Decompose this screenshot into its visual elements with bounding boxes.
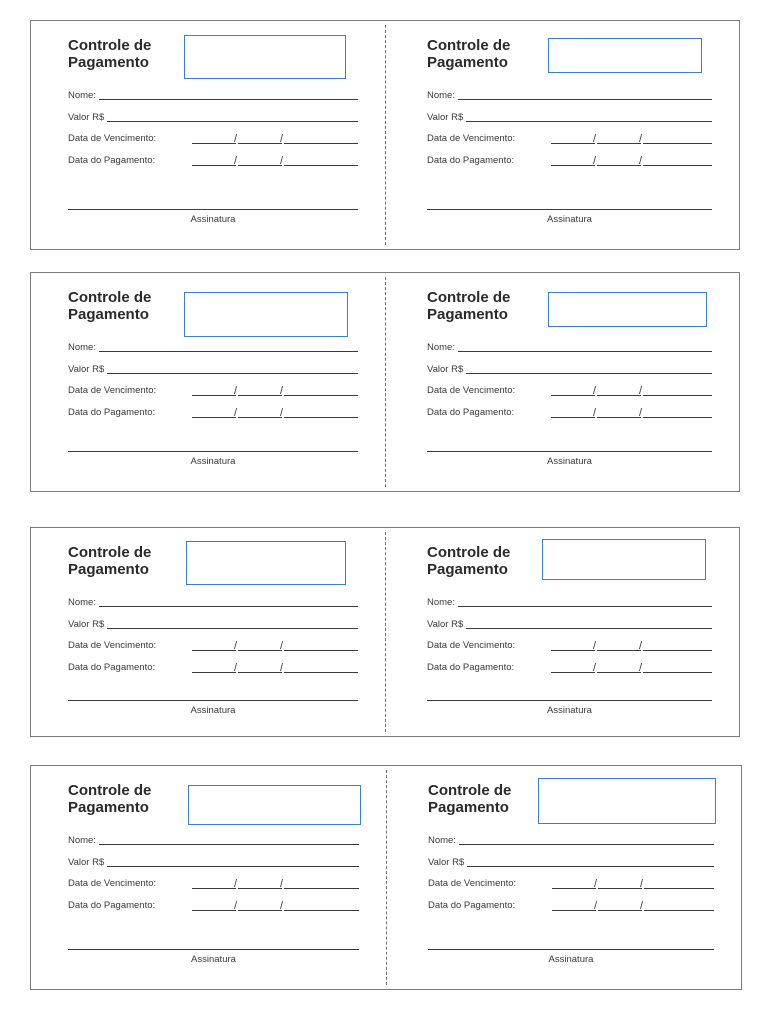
name-label: Nome: (68, 90, 96, 101)
stub-title (68, 782, 151, 816)
payment-stub-sheet (30, 20, 740, 250)
date-segment (643, 395, 712, 396)
signature-line[interactable] (428, 949, 714, 950)
name-fill-line (99, 351, 358, 352)
due-date-label: Data de Vencimento: (68, 385, 157, 396)
date-slash: / (639, 640, 643, 652)
date-segment (551, 672, 595, 673)
date-segment (643, 650, 712, 651)
date-segment (192, 910, 236, 911)
name-fill-line (458, 351, 712, 352)
date-segment (551, 417, 595, 418)
date-slash: / (234, 878, 238, 890)
date-slash: / (639, 407, 643, 419)
due-date-field[interactable] (68, 383, 358, 397)
name-field[interactable] (427, 87, 712, 101)
date-segment (192, 395, 236, 396)
name-label: Nome: (428, 835, 456, 846)
stamp-box[interactable] (548, 38, 702, 73)
date-slash: / (593, 640, 597, 652)
payment-date-label: Data do Pagamento: (68, 407, 156, 418)
date-slash: / (593, 662, 597, 674)
date-slash: / (640, 900, 644, 912)
date-segment (644, 888, 714, 889)
value-label: Valor R$ (427, 619, 464, 630)
signature-line[interactable] (68, 451, 358, 452)
payment-date-field[interactable] (68, 660, 358, 674)
value-fill-line (467, 866, 714, 867)
stamp-box[interactable] (184, 35, 346, 79)
payment-stub-left (31, 766, 386, 989)
signature-label: Assinatura (190, 214, 236, 225)
signature-label: Assinatura (547, 456, 592, 467)
signature-label: Assinatura (548, 954, 594, 965)
date-slash: / (280, 407, 284, 419)
due-date-label: Data de Vencimento: (427, 640, 516, 651)
payment-stub-sheet (30, 527, 740, 737)
name-field[interactable] (68, 594, 358, 608)
stub-title-line1: Controle de (427, 544, 511, 561)
due-date-label: Data de Vencimento: (68, 878, 157, 889)
date-segment (238, 910, 282, 911)
payment-date-label: Data do Pagamento: (68, 662, 156, 673)
date-segment (551, 650, 595, 651)
due-date-field[interactable] (428, 876, 714, 890)
value-fill-line (107, 121, 358, 122)
stub-title-line2: Pagamento (68, 306, 149, 323)
payment-date-field[interactable] (427, 153, 712, 167)
name-fill-line (99, 606, 358, 607)
payment-stub-left (31, 273, 385, 491)
name-label: Nome: (427, 597, 455, 608)
signature-label: Assinatura (547, 214, 592, 225)
value-field[interactable] (427, 361, 712, 375)
value-field[interactable] (68, 616, 358, 630)
value-label: Valor R$ (428, 857, 465, 868)
date-slash: / (639, 155, 643, 167)
date-slash: / (280, 640, 284, 652)
payment-date-field[interactable] (68, 898, 359, 912)
date-slash: / (280, 900, 284, 912)
date-segment (552, 910, 596, 911)
payment-date-field[interactable] (428, 898, 714, 912)
date-slash: / (280, 133, 284, 145)
date-segment (238, 672, 282, 673)
signature-line[interactable] (427, 700, 712, 701)
date-segment (643, 672, 712, 673)
payment-stub-right (385, 273, 739, 491)
payment-stub-sheet (30, 272, 740, 492)
date-segment (192, 672, 236, 673)
due-date-field[interactable] (68, 131, 358, 145)
name-label: Nome: (68, 835, 96, 846)
date-segment (597, 395, 641, 396)
date-slash: / (639, 133, 643, 145)
date-segment (551, 165, 595, 166)
date-segment (284, 395, 358, 396)
payment-date-label: Data do Pagamento: (428, 900, 516, 911)
due-date-field[interactable] (68, 876, 359, 890)
payment-stub-right (386, 766, 741, 989)
payment-date-field[interactable] (68, 405, 358, 419)
stub-title-line1: Controle de (428, 782, 512, 799)
date-slash: / (234, 385, 238, 397)
payment-stub-right (385, 528, 739, 736)
value-fill-line (466, 373, 712, 374)
stub-title-line2: Pagamento (68, 54, 149, 71)
stub-title (428, 782, 511, 816)
date-segment (597, 672, 641, 673)
name-field[interactable] (427, 594, 712, 608)
date-segment (284, 910, 359, 911)
date-segment (597, 165, 641, 166)
stub-title (427, 289, 510, 323)
name-label: Nome: (427, 342, 455, 353)
value-label: Valor R$ (68, 364, 105, 375)
payment-stub-left (31, 528, 385, 736)
date-slash: / (593, 155, 597, 167)
payment-date-label: Data do Pagamento: (427, 155, 515, 166)
signature-line[interactable] (427, 209, 712, 210)
date-slash: / (593, 385, 597, 397)
date-segment (238, 417, 282, 418)
signature-line[interactable] (68, 209, 358, 210)
date-segment (597, 417, 641, 418)
date-segment (644, 910, 714, 911)
date-segment (238, 888, 282, 889)
stub-title-line2: Pagamento (428, 799, 509, 816)
value-label: Valor R$ (427, 364, 464, 375)
payment-date-label: Data do Pagamento: (68, 900, 156, 911)
name-field[interactable] (68, 832, 359, 846)
date-slash: / (639, 385, 643, 397)
value-label: Valor R$ (68, 857, 105, 868)
value-label: Valor R$ (68, 619, 105, 630)
due-date-field[interactable] (427, 383, 712, 397)
date-slash: / (639, 662, 643, 674)
stamp-box[interactable] (538, 778, 716, 824)
stub-title-line2: Pagamento (68, 561, 149, 578)
stub-title (427, 544, 510, 578)
signature-label: Assinatura (191, 954, 236, 965)
date-slash: / (594, 878, 598, 890)
date-slash: / (280, 155, 284, 167)
payment-date-field[interactable] (68, 153, 358, 167)
name-label: Nome: (68, 597, 96, 608)
stamp-box[interactable] (548, 292, 707, 327)
value-fill-line (466, 628, 712, 629)
stamp-box[interactable] (184, 292, 348, 337)
stub-title-line2: Pagamento (427, 561, 508, 578)
payment-date-field[interactable] (427, 660, 712, 674)
date-segment (284, 888, 359, 889)
date-segment (192, 650, 236, 651)
name-field[interactable] (68, 339, 358, 353)
value-label: Valor R$ (68, 112, 105, 123)
date-segment (552, 888, 596, 889)
date-slash: / (234, 662, 238, 674)
value-label: Valor R$ (427, 112, 464, 123)
name-label: Nome: (68, 342, 96, 353)
stub-title-line2: Pagamento (68, 799, 149, 816)
stub-title-line1: Controle de (427, 37, 511, 54)
signature-line[interactable] (68, 700, 358, 701)
date-segment (597, 143, 641, 144)
date-segment (238, 395, 282, 396)
date-slash: / (234, 155, 238, 167)
payment-date-label: Data do Pagamento: (427, 407, 515, 418)
name-label: Nome: (427, 90, 455, 101)
stub-title-line1: Controle de (68, 544, 152, 561)
date-segment (284, 650, 358, 651)
value-field[interactable] (68, 854, 359, 868)
stamp-box[interactable] (186, 541, 346, 585)
date-segment (643, 143, 712, 144)
date-segment (643, 165, 712, 166)
date-segment (643, 417, 712, 418)
value-field[interactable] (427, 109, 712, 123)
date-slash: / (593, 407, 597, 419)
payment-date-label: Data do Pagamento: (427, 662, 515, 673)
stamp-box[interactable] (188, 785, 361, 825)
date-segment (597, 650, 641, 651)
signature-label: Assinatura (190, 705, 236, 716)
date-segment (551, 395, 595, 396)
payment-stub-right (385, 21, 739, 249)
due-date-field[interactable] (68, 638, 358, 652)
stub-title (68, 289, 151, 323)
stamp-box[interactable] (542, 539, 706, 580)
signature-line[interactable] (68, 949, 359, 950)
name-fill-line (99, 844, 359, 845)
payment-stub-sheet (30, 765, 742, 990)
value-field[interactable] (428, 854, 714, 868)
stub-title (68, 37, 151, 71)
date-segment (238, 165, 282, 166)
value-fill-line (107, 373, 358, 374)
date-slash: / (640, 878, 644, 890)
date-segment (192, 165, 236, 166)
date-segment (192, 143, 236, 144)
payment-date-field[interactable] (427, 405, 712, 419)
date-slash: / (280, 878, 284, 890)
due-date-label: Data de Vencimento: (68, 133, 157, 144)
due-date-label: Data de Vencimento: (427, 133, 516, 144)
date-segment (238, 650, 282, 651)
name-fill-line (99, 99, 358, 100)
stub-title-line1: Controle de (427, 289, 511, 306)
date-segment (284, 143, 358, 144)
due-date-label: Data de Vencimento: (428, 878, 517, 889)
stub-title (427, 37, 510, 71)
date-segment (284, 417, 358, 418)
value-fill-line (107, 866, 359, 867)
signature-label: Assinatura (190, 456, 236, 467)
date-segment (551, 143, 595, 144)
date-slash: / (234, 900, 238, 912)
name-fill-line (458, 606, 712, 607)
date-slash: / (280, 662, 284, 674)
date-segment (284, 672, 358, 673)
due-date-label: Data de Vencimento: (427, 385, 516, 396)
name-fill-line (459, 844, 714, 845)
value-fill-line (107, 628, 358, 629)
due-date-field[interactable] (427, 638, 712, 652)
date-segment (192, 417, 236, 418)
date-slash: / (593, 133, 597, 145)
value-field[interactable] (68, 361, 358, 375)
date-slash: / (234, 407, 238, 419)
date-segment (598, 888, 642, 889)
signature-line[interactable] (427, 451, 712, 452)
date-slash: / (234, 133, 238, 145)
payment-stub-left (31, 21, 385, 249)
stub-title-line1: Controle de (68, 782, 152, 799)
stub-title-line2: Pagamento (427, 306, 508, 323)
date-slash: / (280, 385, 284, 397)
date-segment (598, 910, 642, 911)
payment-date-label: Data do Pagamento: (68, 155, 156, 166)
name-fill-line (458, 99, 712, 100)
stub-title-line2: Pagamento (427, 54, 508, 71)
value-field[interactable] (68, 109, 358, 123)
due-date-field[interactable] (427, 131, 712, 145)
stub-title (68, 544, 151, 578)
name-field[interactable] (428, 832, 714, 846)
stub-title-line1: Controle de (68, 37, 152, 54)
value-field[interactable] (427, 616, 712, 630)
date-segment (192, 888, 236, 889)
date-segment (238, 143, 282, 144)
stub-title-line1: Controle de (68, 289, 152, 306)
date-segment (284, 165, 358, 166)
signature-label: Assinatura (547, 705, 592, 716)
name-field[interactable] (68, 87, 358, 101)
name-field[interactable] (427, 339, 712, 353)
value-fill-line (466, 121, 712, 122)
date-slash: / (594, 900, 598, 912)
due-date-label: Data de Vencimento: (68, 640, 157, 651)
date-slash: / (234, 640, 238, 652)
